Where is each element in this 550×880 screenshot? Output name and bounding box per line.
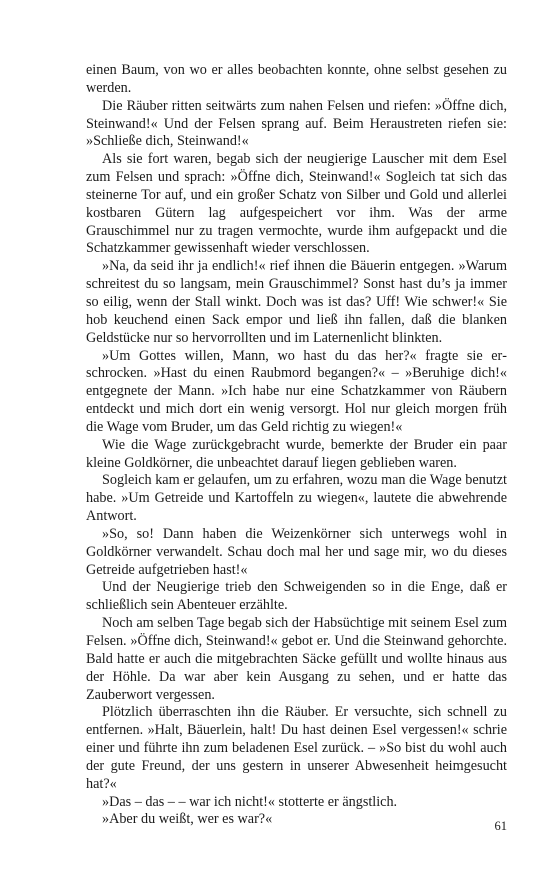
paragraph: Die Räuber ritten seitwärts zum nahen Felsen und riefen: »Öffne dich, Steinwand!« Und der Felsen sprang auf. Beim Heraustreten riefen sie: »Schließe dich, Steinwand!« <box>86 97 507 150</box>
paragraph: Wie die Wage zurückgebracht wurde, bemerkte der Bruder ein paar kleine Goldkörner, die unbeachtet darauf liegen geblieben waren. <box>86 436 507 471</box>
paragraph: Als sie fort waren, begab sich der neugierige Lauscher mit dem Esel zum Felsen und sprach: »Öffne dich, Steinwand!« Sogleich tat sich das steinerne Tor auf, und ein großer Schatz von Silber und Gold und allerlei kostbaren Gütern lag aufgespeichert vor ihm. Was der arme Grauschimmel nur zu tragen vermochte, wurde ihm aufgepackt und die Schatzkammer gewissenhaft wieder verschlossen. <box>86 151 507 257</box>
paragraph: »Das – das – – war ich nicht!« stotterte er ängstlich. <box>102 793 398 810</box>
paragraph: Noch am selben Tage begab sich der Habsüchtige mit seinem Esel zum Felsen. »Öffne dich, Steinwand!« gebot er. Und die Steinwand gehorchte. Bald hatte er auch die mitgebrachten Säcke gefüllt und wollte hinaus aus der Höhle. Da war aber kein Ausgang zu sehen, und er hatte das Zauberwort vergessen. <box>86 615 507 703</box>
book-page-text <box>86 62 507 829</box>
paragraph: »So, so! Dann haben die Weizenkörner sich unterwegs wohl in Goldkörner verwandelt. Schau doch mal her und sage mir, wo du dieses Getreide aufgetrieben hast!« <box>86 525 507 578</box>
paragraph: »Aber du weißt, wer es war?« <box>102 811 273 828</box>
paragraph: Und der Neugierige trieb den Schweigenden so in die Enge, daß er schließlich sein Abenteuer erzählte. <box>86 579 507 614</box>
paragraph: »Na, da seid ihr ja endlich!« rief ihnen die Bäuerin entgegen. »Warum schreitest du so langsam, mein Grauschimmel? Sonst hast du’s ja immer so eilig, wenn der Stall winkt. Doch was ist das? Uff! Wie schwer!« Sie hob keuchend einen Sack empor und ließ ihn fallen, daß die blanken Geldstücke nur so hervorrollten und im Laternenlicht blinkten. <box>86 258 507 346</box>
paragraph: Plötzlich überraschten ihn die Räuber. Er versuchte, sich schnell zu entfernen. »Halt, Bäuerlein, halt! Du hast deinen Esel vergessen!« schrie einer und führte ihn zum beladenen Esel zurück. – »So bist du wohl auch der gute Freund, der uns gestern in unserer Abwesenheit heimgesucht hat?« <box>86 704 507 792</box>
paragraph: Sogleich kam er gelaufen, um zu erfahren, wozu man die Wage benutzt habe. »Um Getreide und Kartoffeln zu wiegen«, lautete die abwehrende Antwort. <box>86 472 507 525</box>
paragraph: »Um Gottes willen, Mann, wo hast du das her?« fragte sie erschrocken. »Hast du einen Raubmord begangen?« – »Beruhige dich!« entgegnete der Mann. »Ich habe nur eine Schatzkammer von Räubern entdeckt und mich dort ein wenig versorgt. Hol nur gleich morgen früh die Wage vom Bruder, um das Geld richtig zu wiegen!« <box>86 347 507 435</box>
page-number: 61 <box>494 819 507 833</box>
paragraph: einen Baum, von wo er alles beobachten konnte, ohne selbst gesehen zu werden. <box>86 62 507 96</box>
